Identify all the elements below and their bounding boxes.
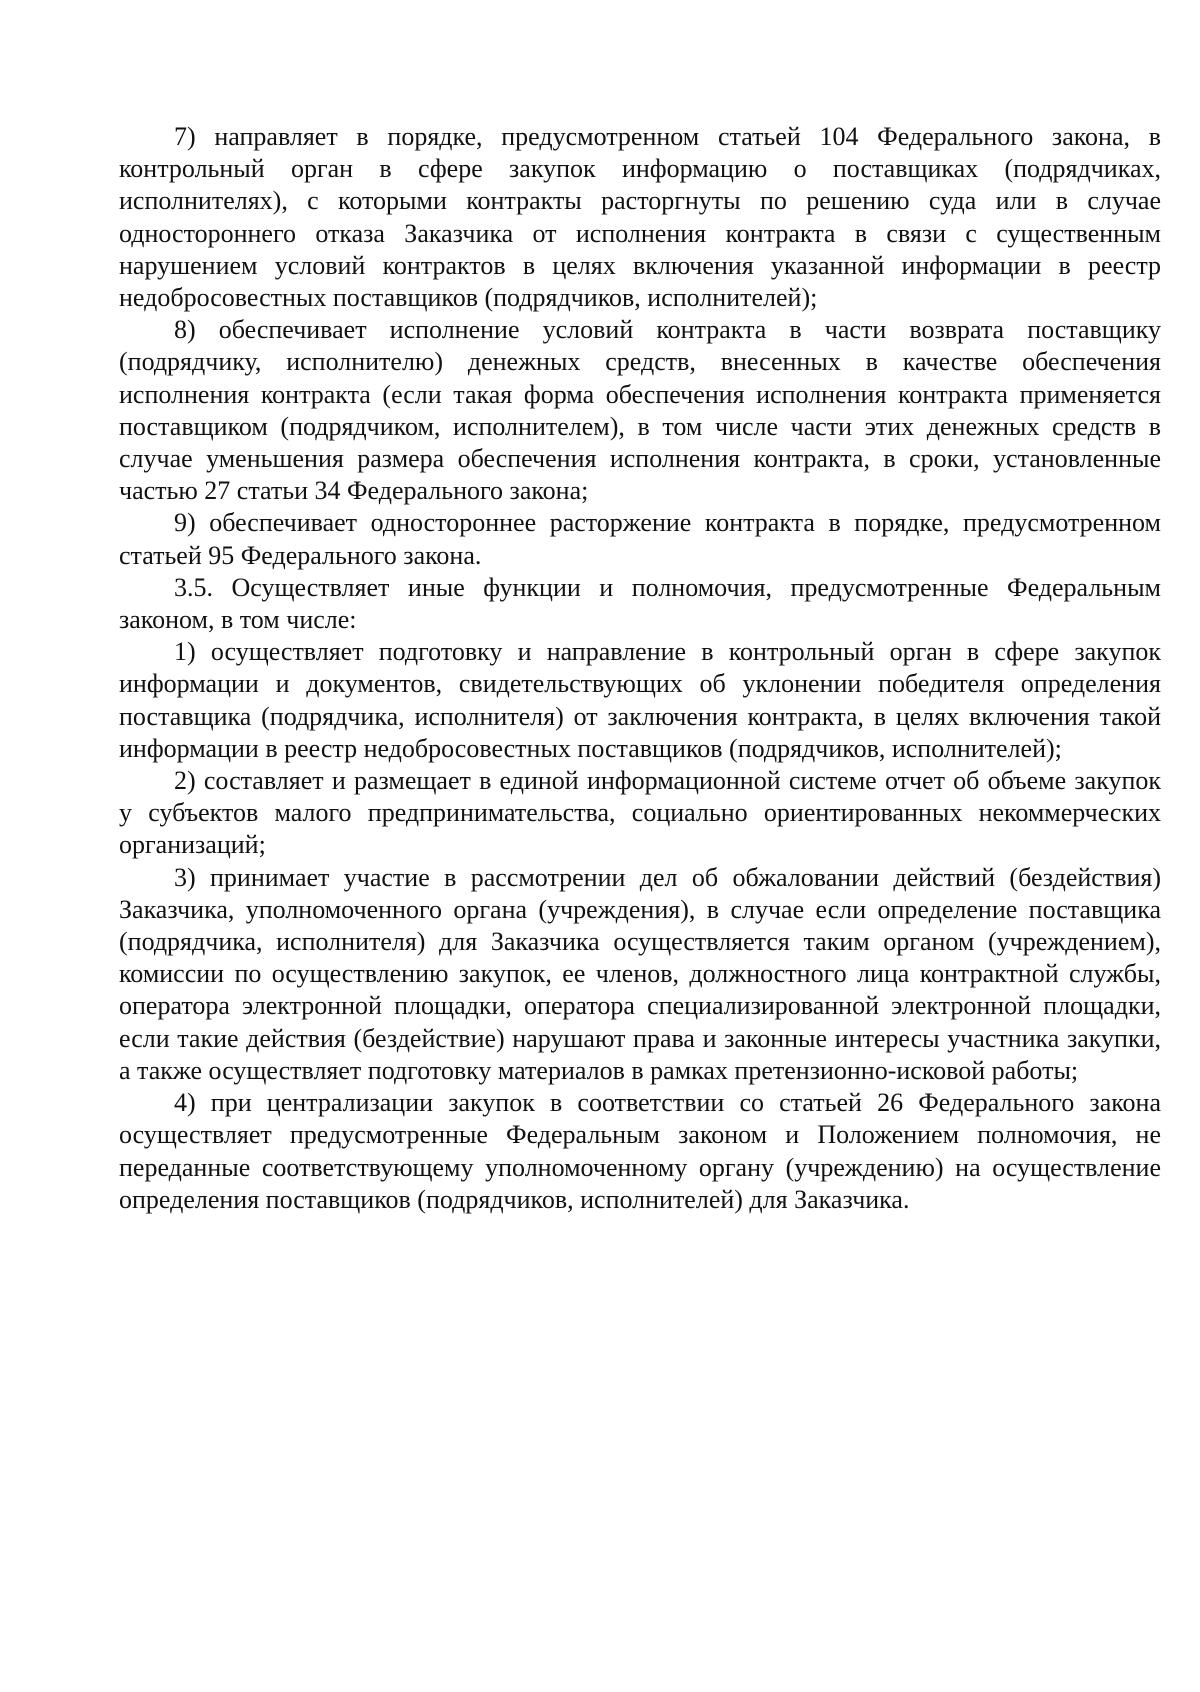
paragraph-subitem-4: 4) при централизации закупок в соответствии со статьей 26 Федерального закона осуществляет предусмотренные Федеральным законом и Положением полномочия, не переданные соответствующему уполномоченному органу (учреждению) на осуществление определения поставщиков (подрядчиков, исполнителей) для Заказчика. [119,1088,1161,1214]
paragraph-subitem-1: 1) осуществляет подготовку и направление в контрольный орган в сфере закупок информации и документов, свидетельствующих об уклонении победителя определения поставщика (подрядчика, исполнителя) от заключения контракта, в целях включения такой информации в реестр недобросовестных поставщиков (подрядчиков, исполнителей); [119,637,1161,763]
paragraph-item-9: 9) обеспечивает одностороннее расторжение контракта в порядке, предусмотренном статьей 95 Федерального закона. [119,508,1161,570]
paragraph-subitem-2: 2) составляет и размещает в единой информационной системе отчет об объеме закупок у субъектов малого предпринимательства, социально ориентированных некоммерческих организаций; [119,766,1161,860]
paragraph-subitem-3: 3) принимает участие в рассмотрении дел об обжаловании действий (бездействия) Заказчика, уполномоченного органа (учреждения), в случае если определение поставщика (подрядчика, исполнителя) для Заказчика осуществляется таким органом (учреждением), комиссии по осуществлению закупок, ее членов, должностного лица контрактной службы, оператора электронной площадки, оператора специализированной электронной площадки, если такие действия (бездействие) нарушают права и законные интересы участника закупки, а также осуществляет подготовку материалов в рамках претензионно-исковой работы; [119,862,1161,1085]
paragraph-item-7: 7) направляет в порядке, предусмотренном статьей 104 Федерального закона, в контрольный орган в сфере закупок информацию о поставщиках (подрядчиках, исполнителях), с которыми контракты расторгнуты по решению суда или в случае одностороннего отказа Заказчика от исполнения контракта в связи с существенным нарушением условий контрактов в целях включения указанной информации в реестр недобросовестных поставщиков (подрядчиков, исполнителей); [119,122,1161,313]
document-body [119,121,1161,1216]
paragraph-item-8: 8) обеспечивает исполнение условий контракта в части возврата поставщику (подрядчику, исполнителю) денежных средств, внесенных в качестве обеспечения исполнения контракта (если такая форма обеспечения исполнения контракта применяется поставщиком (подрядчиком, исполнителем), в том числе части этих денежных средств в случае уменьшения размера обеспечения исполнения контракта, в сроки, установленные частью 27 статьи 34 Федерального закона; [119,315,1161,506]
paragraph-section-3-5: 3.5. Осуществляет иные функции и полномочия, предусмотренные Федеральным законом, в том числе: [119,572,1161,635]
